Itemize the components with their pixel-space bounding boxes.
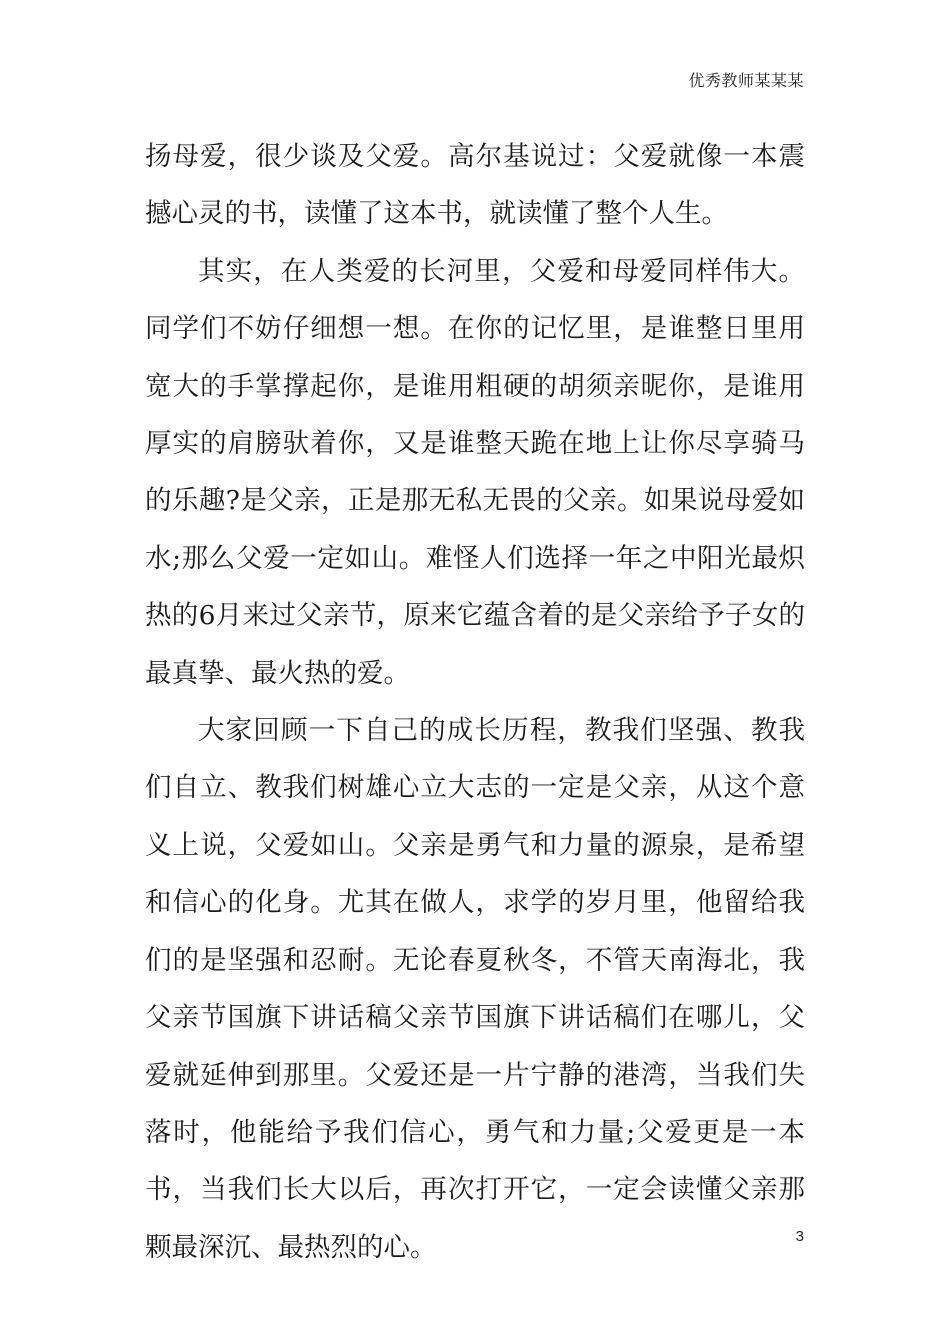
paragraph-love-comparison: 其实，在人类爱的长河里，父爱和母爱同样伟大。同学们不妨仔细想一想。在你的记忆里，是谁整日里用宽大的手掌撑起你，是谁用粗硬的胡须亲昵你，是谁用厚实的肩膀驮着你，又是谁整天跪在地上让你尽享骑马的乐趣?是父亲，正是那无私无畏的父亲。如果说母爱如水;那么父爱一定如山。难怪人们选择一年之中阳光最炽热的6月来过父亲节，原来它蕴含着的是父亲给予子女的最真挚、最火热的爱。: [145, 255, 805, 689]
document-body: [145, 128, 805, 1276]
page-header-author: 优秀教师某某某: [688, 71, 804, 90]
paragraph-growth-reflection: 大家回顾一下自己的成长历程，教我们坚强、教我们自立、教我们树雄心立大志的一定是父亲，从这个意义上说，父爱如山。父亲是勇气和力量的源泉，是希望和信心的化身。尤其在做人，求学的岁月里，他留给我们的是坚强和忍耐。无论春夏秋冬，不管天南海北，我父亲节国旗下讲话稿父亲节国旗下讲话稿们在哪儿，父爱就延伸到那里。父爱还是一片宁静的港湾，当我们失落时，他能给予我们信心，勇气和力量;父爱更是一本书，当我们长大以后，再次打开它，一定会读懂父亲那颗最深沉、最热烈的心。: [145, 715, 805, 1263]
page-number: 3: [795, 1228, 804, 1245]
paragraph-continuation: 扬母爱，很少谈及父爱。高尔基说过：父爱就像一本震撼心灵的书，读懂了这本书，就读懂了整个人生。: [145, 141, 805, 230]
